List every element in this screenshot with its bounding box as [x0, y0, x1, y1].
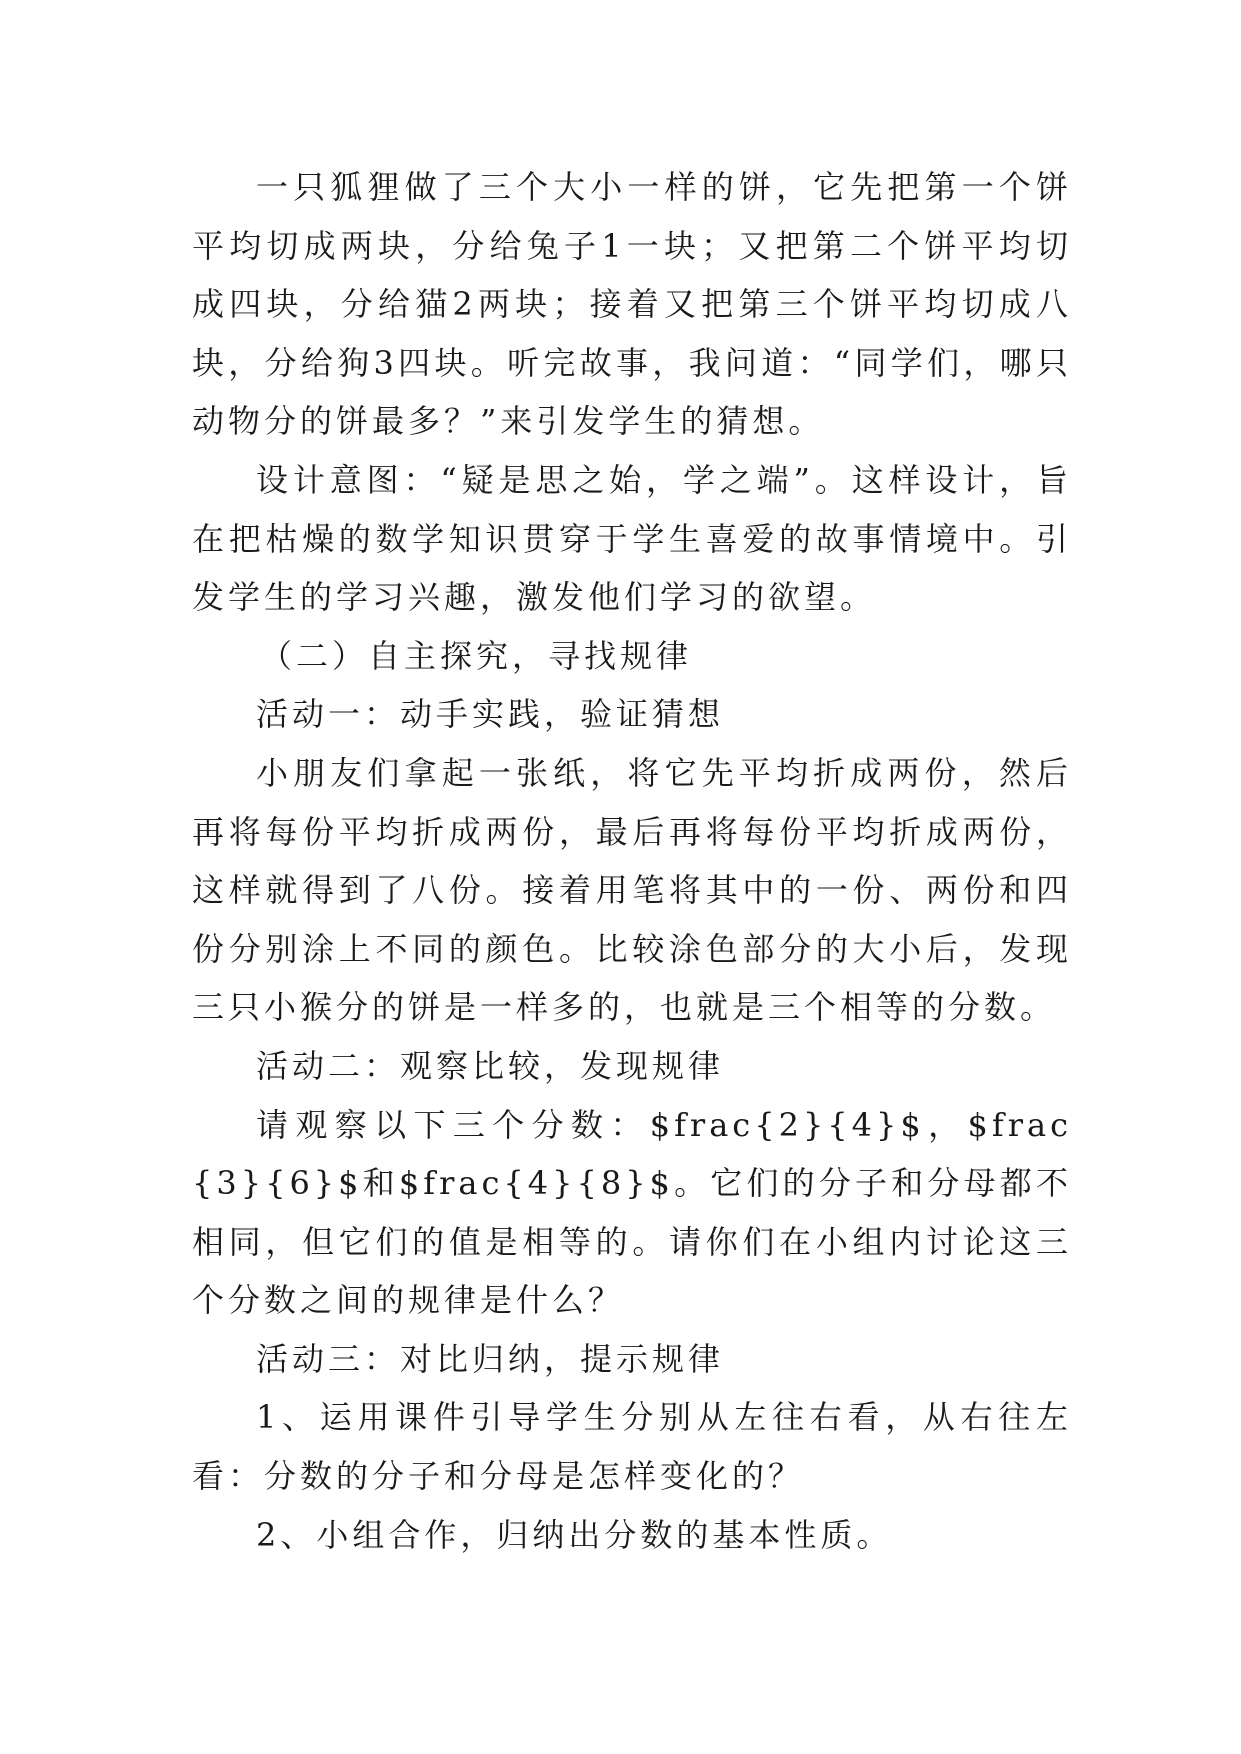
body-text: [192, 158, 1072, 1564]
paragraph-story: 一只狐狸做了三个大小一样的饼，它先把第一个饼平均切成两块，分给兔子1一块；又把第二个饼平均切成四块，分给猫2两块；接着又把第三个饼平均切成八块，分给狗3四块。听完故事，我问道：“同学们，哪只动物分的饼最多？”来引发学生的猜想。: [192, 168, 1072, 441]
paragraph-design-intent: 设计意图：“疑是思之始，学之端”。这样设计，旨在把枯燥的数学知识贯穿于学生喜爱的故事情境中。引发学生的学习兴趣，激发他们学习的欲望。: [192, 460, 1072, 617]
section-heading: （二）自主探究，寻找规律: [260, 636, 693, 675]
paragraph-step-2: 2、小组合作，归纳出分数的基本性质。: [256, 1515, 893, 1554]
activity-2-heading: 活动二：观察比较，发现规律: [256, 1046, 725, 1085]
paragraph-step-1: 1、运用课件引导学生分别从左往右看，从右往左看：分数的分子和分母是怎样变化的？: [192, 1398, 1072, 1496]
activity-3-heading: 活动三：对比归纳，提示规律: [256, 1339, 725, 1378]
paragraph-activity-1: 小朋友们拿起一张纸，将它先平均折成两份，然后再将每份平均折成两份，最后再将每份平均折成两份，这样就得到了八份。接着用笔将其中的一份、两份和四份分别涂上不同的颜色。比较涂色部分的大小后，发现三只小猴分的饼是一样多的，也就是三个相等的分数。: [192, 753, 1072, 1027]
activity-1-heading: 活动一：动手实践，验证猜想: [256, 695, 725, 734]
paragraph-activity-2: 请观察以下三个分数：$frac{2}{4}$，$frac{3}{6}$和$frac{4}{8}$。它们的分子和分母都不相同，但它们的值是相等的。请你们在小组内讨论这三个分数之间的规律是什么？: [192, 1105, 1072, 1320]
